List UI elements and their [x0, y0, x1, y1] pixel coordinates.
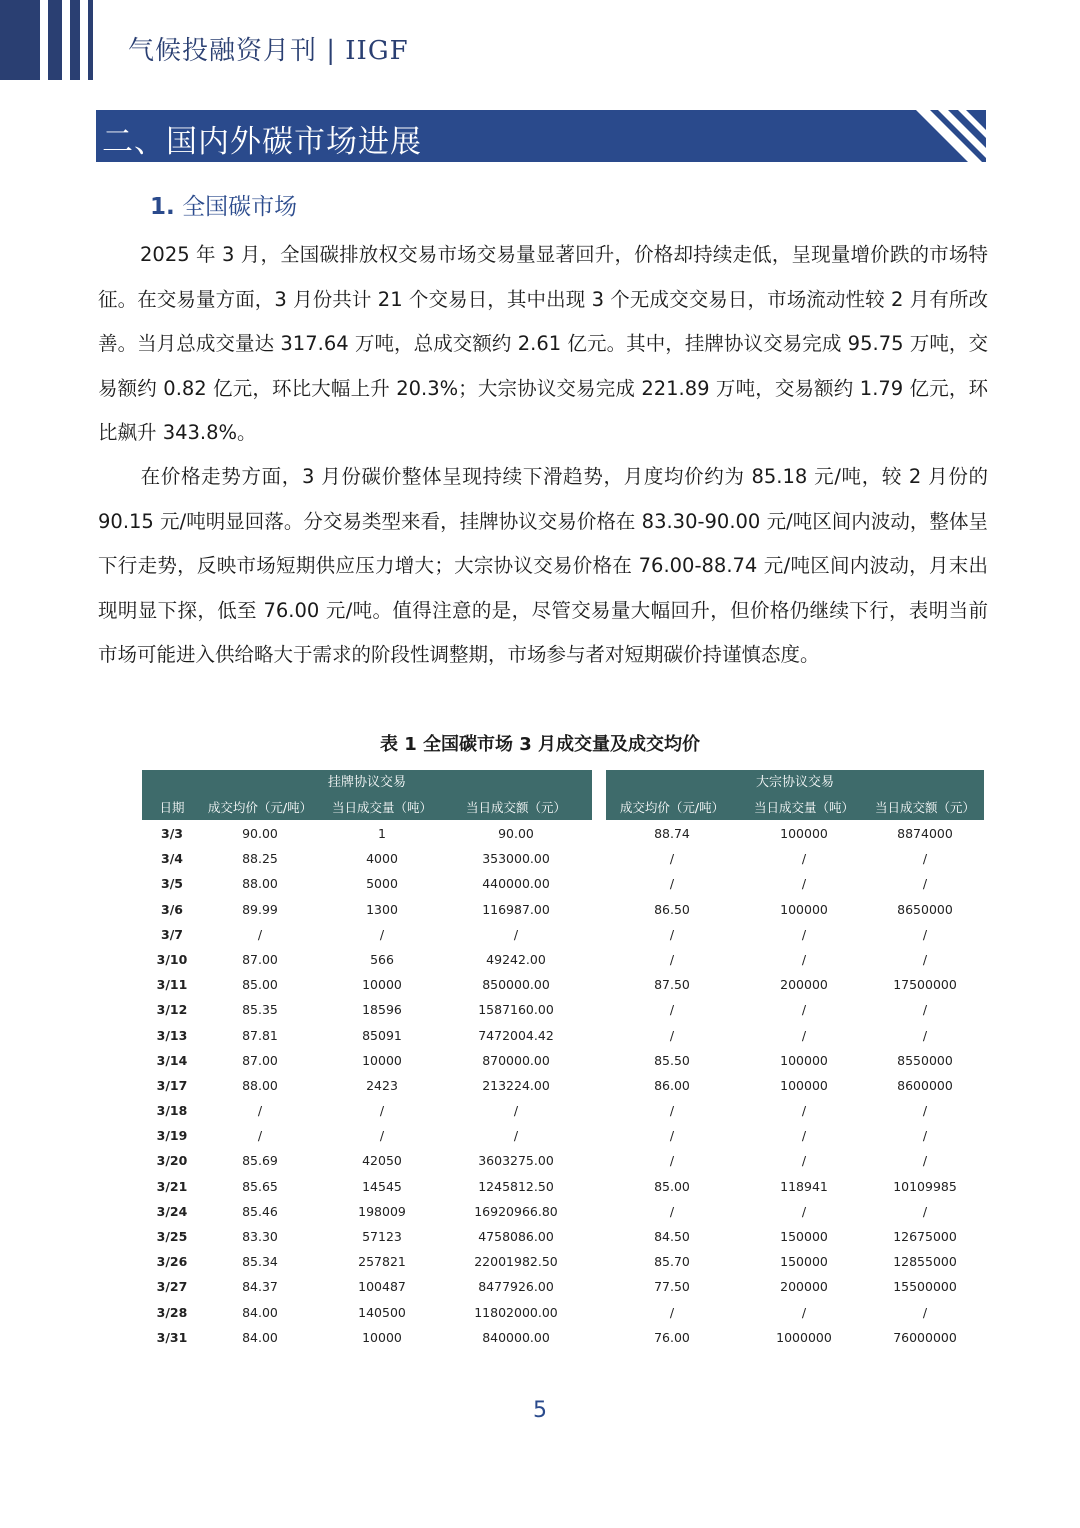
table-row: 3/7 / / / / / / [161, 926, 928, 942]
table-row: 3/21 85.65 14545 1245812.50 85.00 118941 10109985 [156, 1178, 957, 1194]
col-header-listed-volume: 当日成交量（吨） [331, 800, 432, 815]
table-row: 3/25 83.30 57123 4758086.00 84.50 150000 12675000 [156, 1229, 957, 1244]
table-row: 3/17 88.00 2423 213224.00 86.00 100000 8600000 [156, 1077, 953, 1093]
table-row: 3/24 85.46 198009 16920966.80 / / / [156, 1203, 928, 1219]
table-row: 3/5 88.00 5000 440000.00 / / / [161, 876, 928, 892]
page-number: 5 [533, 1398, 547, 1423]
table-row: 3/27 84.37 100487 8477926.00 77.50 200000 15500000 [156, 1279, 957, 1295]
table-row: 3/26 85.34 257821 22001982.50 85.70 150000 12855000 [156, 1254, 957, 1270]
table-row: 3/31 84.00 10000 840000.00 76.00 1000000 76000000 [156, 1329, 957, 1345]
table-caption: 表 1 全国碳市场 3 月成交量及成交均价 [379, 734, 701, 755]
col-header-block-price: 成交均价（元/吨） [619, 800, 725, 815]
table-row: 3/20 85.69 42050 3603275.00 / / / [156, 1153, 928, 1169]
table-row: 3/28 84.00 140500 11802000.00 / / / [156, 1304, 928, 1320]
paragraph-1: 2025 年 3 月，全国碳排放权交易市场交易量显著回升，价格却持续走低，呈现量增价跌的市场特征。在交易量方面，3 月份共计 21 个交易日，其中出现 3 个无成交交易日，市场流动性较 2 月有所改善。当月总成交量达 317.64 万吨，总成交额约 2.61 亿元。其中，挂牌协议交易完成 95.75 万吨，交易额约 0.82 亿元，环比大幅上升 20.3%；大宗协议交易完成 221.89 万吨，交易额约 1.79 亿元，环比飙升 343.8%。 [98, 243, 988, 444]
col-header-block-amount: 当日成交额（元） [874, 800, 975, 815]
section-title: 二、国内外碳市场进展 [102, 124, 422, 160]
table-body [142, 822, 984, 1351]
col-header-block-volume: 当日成交量（吨） [753, 800, 854, 815]
table-row: 3/3 90.00 1 90.00 88.74 100000 8874000 [161, 826, 953, 841]
table-row: 3/10 87.00 566 49242.00 / / / [156, 951, 928, 967]
table-row: 3/11 85.00 10000 850000.00 87.50 200000 17500000 [156, 977, 957, 993]
table-row: 3/6 89.99 1300 116987.00 86.50 100000 8650000 [161, 901, 953, 917]
table-row: 3/4 88.25 4000 353000.00 / / / [161, 851, 928, 867]
subheading-title: 全国碳市场 [182, 194, 298, 220]
table-row: 3/13 87.81 85091 7472004.42 / / / [156, 1027, 928, 1043]
table-row: 3/19 / / / / / / [156, 1128, 928, 1144]
table-row: 3/18 / / / / / / [156, 1103, 928, 1119]
subheading-number: 1. [150, 194, 175, 220]
subheading [150, 188, 297, 221]
col-header-date: 日期 [159, 800, 185, 815]
header-title: 气候投融资月刊 | IIGF [128, 36, 409, 66]
section-banner [96, 110, 986, 162]
table-row: 3/12 85.35 18596 1587160.00 / / / [156, 1002, 928, 1018]
table-column-headers-left [142, 796, 592, 820]
paragraph-2: 在价格走势方面，3 月份碳价整体呈现持续下滑趋势，月度均价约为 85.18 元/吨，较 2 月份的 90.15 元/吨明显回落。分交易类型来看，挂牌协议交易价格在 83.30-90.00 元/吨区间内波动，整体呈下行走势，反映市场短期供应压力增大；大宗协议交易价格在 76.00-88.74 元/吨区间内波动，月末出现明显下探，低至 76.00 元/吨。值得注意的是，尽管交易量大幅回升，但价格仍继续下行，表明当前市场可能进入供给略大于需求的阶段性调整期，市场参与者对短期碳价持谨慎态度。 [98, 465, 988, 666]
table-group-header-listed: 挂牌协议交易 [142, 770, 592, 796]
banner-stripes-decoration [916, 110, 986, 162]
table-column-headers-right [606, 796, 984, 820]
table-group-header-block: 大宗协议交易 [606, 770, 984, 796]
col-header-listed-price: 成交均价（元/吨） [207, 800, 313, 815]
table-row: 3/14 87.00 10000 870000.00 85.50 100000 8550000 [156, 1052, 953, 1068]
col-header-listed-amount: 当日成交额（元） [465, 800, 566, 815]
